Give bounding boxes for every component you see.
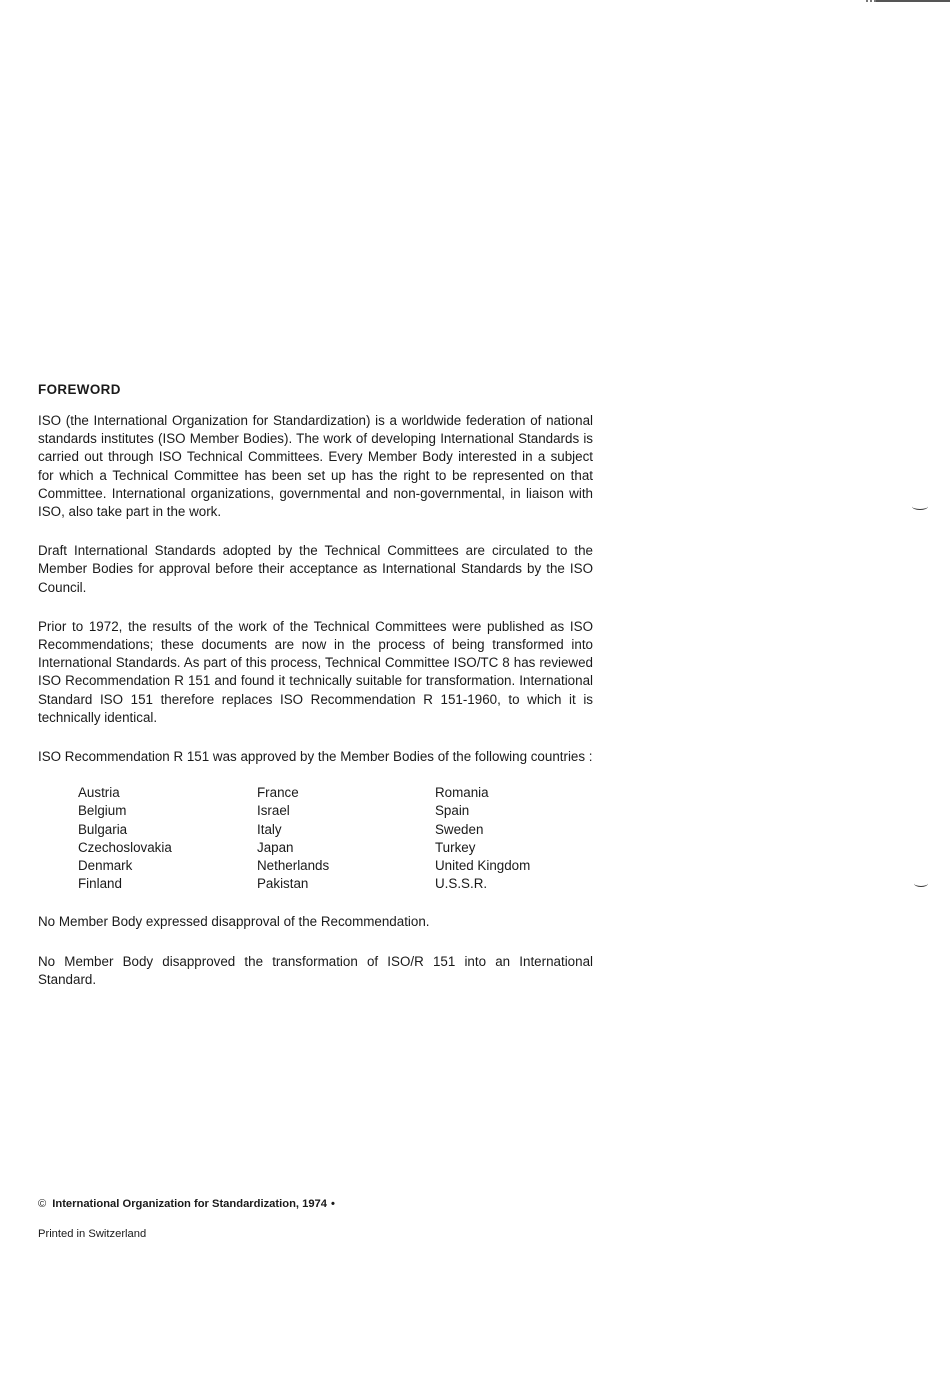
country-item: Netherlands	[257, 858, 330, 874]
copyright-line	[38, 1197, 335, 1212]
copyright-symbol: ©	[38, 1198, 47, 1210]
country-item: Italy	[257, 821, 282, 837]
country-item: Austria	[78, 785, 120, 801]
country-item: Pakistan	[257, 876, 309, 892]
paragraph-transformation: Prior to 1972, the results of the work of the Technical Committees were published as ISO Recommendations; these documents are now in the process of being transformed into International Standards. As part of this process, Technical Committee ISO/TC 8 has reviewed ISO Recommendation R 151 and found it technically suitable for transformation. International Standard ISO 151 therefore replaces ISO Recommendation R 151-1960, to which it is technically identical.	[38, 618, 593, 725]
top-edge-dots	[866, 0, 876, 2]
country-item: Finland	[78, 876, 122, 892]
foreword-section	[38, 381, 593, 1010]
country-item: United Kingdom	[435, 858, 531, 874]
margin-mark	[914, 880, 928, 887]
country-item: France	[257, 785, 299, 801]
paragraph-no-disapproval: No Member Body expressed disapproval of the Recommendation.	[38, 914, 430, 930]
country-item: Denmark	[78, 858, 133, 874]
paragraph-draft-standards: Draft International Standards adopted by the Technical Committees are circulated to the Member Bodies for approval before their acceptance as International Standards by the ISO Council.	[38, 543, 593, 595]
country-item: Japan	[257, 839, 294, 855]
country-item: Turkey	[435, 839, 476, 855]
countries-column-3	[435, 784, 595, 893]
margin-mark	[912, 503, 928, 510]
paragraph-approval: ISO Recommendation R 151 was approved by the Member Bodies of the following countries :	[38, 749, 593, 765]
country-item: Israel	[257, 803, 290, 819]
top-edge-rule	[876, 0, 950, 2]
copyright-text: International Organization for Standardization, 1974	[52, 1198, 328, 1210]
country-item: Belgium	[78, 803, 127, 819]
paragraph-iso-overview: ISO (the International Organization for Standardization) is a worldwide federation of national standards institutes (ISO Member Bodies). The work of developing International Standards is carried out through ISO Technical Committees. Every Member Body interested in a subject for which a Technical Committee has been set up has the right to be represented on that Committee. International organizations, governmental and non-governmental, in liaison with ISO, also take part in the work.	[38, 413, 593, 520]
country-item: U.S.S.R.	[435, 876, 488, 892]
paragraph-transformation-approved: No Member Body disapproved the transformation of ISO/R 151 into an International Standard.	[38, 953, 593, 987]
foreword-heading: FOREWORD	[38, 382, 121, 397]
printed-in-line: Printed in Switzerland	[38, 1228, 147, 1240]
country-item: Bulgaria	[78, 821, 128, 837]
country-item: Spain	[435, 803, 470, 819]
bullet-mark: •	[331, 1198, 335, 1210]
countries-list	[78, 784, 595, 893]
country-item: Sweden	[435, 821, 484, 837]
country-item: Czechoslovakia	[78, 839, 172, 855]
country-item: Romania	[435, 785, 489, 801]
countries-column-1	[78, 784, 257, 893]
countries-column-2	[257, 784, 435, 893]
